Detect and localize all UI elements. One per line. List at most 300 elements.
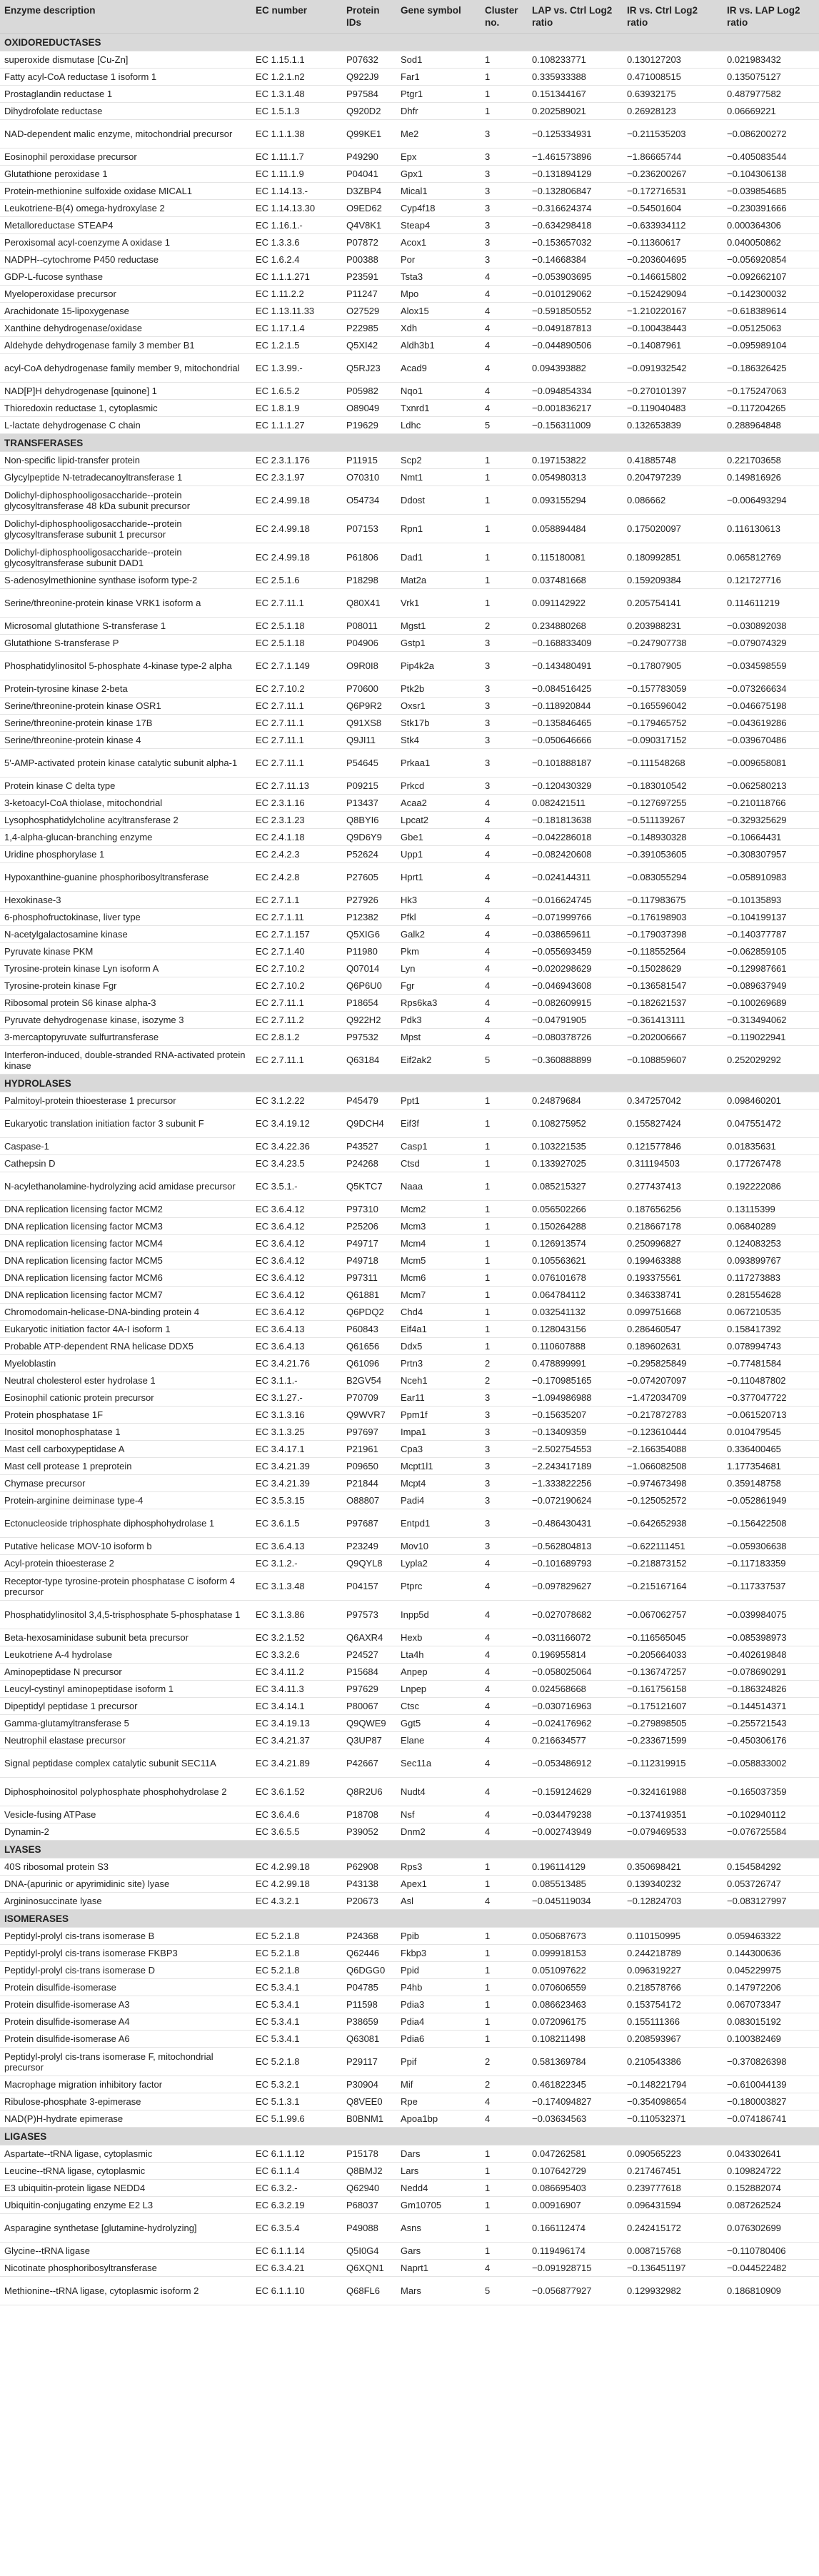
enzyme-description: Eosinophil cationic protein precursor — [0, 1389, 251, 1407]
ir-vs-lap-ratio: 0.13115399 — [723, 1201, 819, 1218]
protein-id: Q07014 — [342, 960, 396, 977]
lap-vs-ctrl-ratio: 0.032541132 — [528, 1304, 623, 1321]
protein-id: P97629 — [342, 1681, 396, 1698]
gene-symbol: Pdia3 — [396, 1996, 481, 2013]
protein-id: P11598 — [342, 1996, 396, 2013]
protein-id: P00388 — [342, 251, 396, 268]
cluster-no: 4 — [481, 1698, 528, 1715]
ir-vs-lap-ratio: 0.067210535 — [723, 1304, 819, 1321]
lap-vs-ctrl-ratio: −0.101689793 — [528, 1555, 623, 1572]
ec-number: EC 3.6.5.5 — [251, 1823, 342, 1841]
gene-symbol: Elane — [396, 1732, 481, 1749]
gene-symbol: Apoa1bp — [396, 2110, 481, 2128]
category-row — [0, 434, 819, 452]
table-row — [0, 2243, 819, 2260]
gene-symbol: Mgst1 — [396, 618, 481, 635]
ec-number: EC 3.6.4.12 — [251, 1269, 342, 1287]
lap-vs-ctrl-ratio: 0.128043156 — [528, 1321, 623, 1338]
protein-id: P18654 — [342, 995, 396, 1012]
category-title: OXIDOREDUCTASES — [0, 34, 819, 51]
lap-vs-ctrl-ratio: 0.072096175 — [528, 2013, 623, 2031]
ir-vs-ctrl-ratio: −1.066082508 — [623, 1458, 723, 1475]
lap-vs-ctrl-ratio: −0.046943608 — [528, 977, 623, 995]
ir-vs-lap-ratio: −0.058910983 — [723, 863, 819, 892]
ir-vs-ctrl-ratio: 0.63932175 — [623, 86, 723, 103]
table-row — [0, 1172, 819, 1201]
enzyme-description: Protein-tyrosine kinase 2-beta — [0, 680, 251, 698]
gene-symbol: Ddx5 — [396, 1338, 481, 1355]
lap-vs-ctrl-ratio: −0.034479238 — [528, 1806, 623, 1823]
enzyme-description: Serine/threonine-protein kinase 17B — [0, 715, 251, 732]
enzyme-description: E3 ubiquitin-protein ligase NEDD4 — [0, 2180, 251, 2197]
protein-id: Q922H2 — [342, 1012, 396, 1029]
lap-vs-ctrl-ratio: −0.15635207 — [528, 1407, 623, 1424]
ir-vs-ctrl-ratio: 0.205754141 — [623, 589, 723, 618]
gene-symbol: Ear11 — [396, 1389, 481, 1407]
protein-id: Q80X41 — [342, 589, 396, 618]
table-row — [0, 400, 819, 417]
enzyme-description: Phosphatidylinositol 5-phosphate 4-kinase type-2 alpha — [0, 652, 251, 680]
ir-vs-lap-ratio: 0.154584292 — [723, 1858, 819, 1876]
enzyme-description: acyl-CoA dehydrogenase family member 9, mitochondrial — [0, 354, 251, 383]
ec-number: EC 2.7.10.2 — [251, 977, 342, 995]
cluster-no: 3 — [481, 635, 528, 652]
ec-number: EC 1.13.11.33 — [251, 303, 342, 320]
ir-vs-lap-ratio: −0.402619848 — [723, 1646, 819, 1664]
table-row — [0, 1155, 819, 1172]
ir-vs-lap-ratio: 0.098460201 — [723, 1092, 819, 1110]
lap-vs-ctrl-ratio: −0.316624374 — [528, 200, 623, 217]
ec-number: EC 1.17.1.4 — [251, 320, 342, 337]
table-row — [0, 795, 819, 812]
cluster-no: 1 — [481, 1235, 528, 1252]
ir-vs-lap-ratio: −0.313494062 — [723, 1012, 819, 1029]
protein-id: Q6PDQ2 — [342, 1304, 396, 1321]
enzyme-description: Non-specific lipid-transfer protein — [0, 452, 251, 469]
ec-number: EC 3.5.3.15 — [251, 1492, 342, 1509]
gene-symbol: Lta4h — [396, 1646, 481, 1664]
ir-vs-ctrl-ratio: −0.236200267 — [623, 166, 723, 183]
enzyme-description: Peptidyl-prolyl cis-trans isomerase B — [0, 1928, 251, 1945]
gene-symbol: Far1 — [396, 69, 481, 86]
ir-vs-ctrl-ratio: 0.090565223 — [623, 2145, 723, 2163]
table-row — [0, 1945, 819, 1962]
ir-vs-lap-ratio: −0.77481584 — [723, 1355, 819, 1372]
table-row — [0, 354, 819, 383]
ir-vs-lap-ratio: 0.087262524 — [723, 2197, 819, 2214]
ir-vs-lap-ratio: 0.053726747 — [723, 1876, 819, 1893]
table-row — [0, 995, 819, 1012]
cluster-no: 5 — [481, 1046, 528, 1075]
table-row — [0, 320, 819, 337]
gene-symbol: Pfkl — [396, 909, 481, 926]
gene-symbol: Xdh — [396, 320, 481, 337]
enzyme-description: Glycylpeptide N-tetradecanoyltransferase 1 — [0, 469, 251, 486]
lap-vs-ctrl-ratio: 0.085215327 — [528, 1172, 623, 1201]
ec-number: EC 3.1.3.86 — [251, 1601, 342, 1629]
gene-symbol: Ppm1f — [396, 1407, 481, 1424]
gene-symbol: Entpd1 — [396, 1509, 481, 1538]
enzyme-description: Peroxisomal acyl-coenzyme A oxidase 1 — [0, 234, 251, 251]
cluster-no: 4 — [481, 1555, 528, 1572]
lap-vs-ctrl-ratio: 0.196955814 — [528, 1646, 623, 1664]
ir-vs-ctrl-ratio: −0.233671599 — [623, 1732, 723, 1749]
enzyme-description: NAD[P]H dehydrogenase [quinone] 1 — [0, 383, 251, 400]
table-row — [0, 572, 819, 589]
gene-symbol: Tsta3 — [396, 268, 481, 286]
gene-symbol: Asl — [396, 1893, 481, 1910]
ir-vs-ctrl-ratio: 0.239777618 — [623, 2180, 723, 2197]
protein-id: P42667 — [342, 1749, 396, 1778]
gene-symbol: Sod1 — [396, 51, 481, 69]
cluster-no: 1 — [481, 1858, 528, 1876]
ec-number: EC 1.2.1.n2 — [251, 69, 342, 86]
table-row — [0, 103, 819, 120]
ec-number: EC 3.4.11.2 — [251, 1664, 342, 1681]
enzyme-description: DNA replication licensing factor MCM7 — [0, 1287, 251, 1304]
lap-vs-ctrl-ratio: 0.056502266 — [528, 1201, 623, 1218]
gene-symbol: Nsf — [396, 1806, 481, 1823]
ir-vs-ctrl-ratio: 0.218578766 — [623, 1979, 723, 1996]
protein-id: Q6AXR4 — [342, 1629, 396, 1646]
enzyme-description: DNA replication licensing factor MCM6 — [0, 1269, 251, 1287]
cluster-no: 1 — [481, 51, 528, 69]
ir-vs-ctrl-ratio: 0.110150995 — [623, 1928, 723, 1945]
enzyme-description: NAD(P)H-hydrate epimerase — [0, 2110, 251, 2128]
protein-id: P07153 — [342, 515, 396, 543]
gene-symbol: Stk17b — [396, 715, 481, 732]
lap-vs-ctrl-ratio: −0.131894129 — [528, 166, 623, 183]
lap-vs-ctrl-ratio: −0.038659611 — [528, 926, 623, 943]
cluster-no: 3 — [481, 1407, 528, 1424]
enzyme-description: 1,4-alpha-glucan-branching enzyme — [0, 829, 251, 846]
ir-vs-lap-ratio: 0.152882074 — [723, 2180, 819, 2197]
ec-number: EC 5.2.1.8 — [251, 1928, 342, 1945]
enzyme-description: Ectonucleoside triphosphate diphosphohydrolase 1 — [0, 1509, 251, 1538]
lap-vs-ctrl-ratio: 0.335933388 — [528, 69, 623, 86]
ir-vs-lap-ratio: −0.073266634 — [723, 680, 819, 698]
ir-vs-ctrl-ratio: −0.354098654 — [623, 2093, 723, 2110]
cluster-no: 1 — [481, 2197, 528, 2214]
enzyme-description: L-lactate dehydrogenase C chain — [0, 417, 251, 434]
lap-vs-ctrl-ratio: −0.153657032 — [528, 234, 623, 251]
ir-vs-ctrl-ratio: 0.175020097 — [623, 515, 723, 543]
cluster-no: 1 — [481, 1996, 528, 2013]
ir-vs-lap-ratio: −0.230391666 — [723, 200, 819, 217]
lap-vs-ctrl-ratio: −0.024144311 — [528, 863, 623, 892]
enzyme-description: Hexokinase-3 — [0, 892, 251, 909]
protein-id: P54645 — [342, 749, 396, 778]
protein-id: Q6DGG0 — [342, 1962, 396, 1979]
table-body — [0, 34, 819, 2305]
table-row — [0, 2031, 819, 2048]
header-cluster-no: Cluster no. — [481, 0, 528, 34]
gene-symbol: Me2 — [396, 120, 481, 149]
ir-vs-lap-ratio: 0.117273883 — [723, 1269, 819, 1287]
table-row — [0, 1138, 819, 1155]
cluster-no: 3 — [481, 1389, 528, 1407]
ir-vs-lap-ratio: 0.047551472 — [723, 1110, 819, 1138]
ir-vs-lap-ratio: −0.144514371 — [723, 1698, 819, 1715]
lap-vs-ctrl-ratio: 0.110607888 — [528, 1338, 623, 1355]
protein-id: P80067 — [342, 1698, 396, 1715]
ir-vs-ctrl-ratio: 0.208593967 — [623, 2031, 723, 2048]
enzyme-description: Cathepsin D — [0, 1155, 251, 1172]
gene-symbol: Ddost — [396, 486, 481, 515]
table-row — [0, 1424, 819, 1441]
cluster-no: 1 — [481, 2214, 528, 2243]
table-row — [0, 1458, 819, 1475]
ir-vs-ctrl-ratio: 0.189602631 — [623, 1338, 723, 1355]
gene-symbol: Rpn1 — [396, 515, 481, 543]
lap-vs-ctrl-ratio: −1.461573896 — [528, 149, 623, 166]
lap-vs-ctrl-ratio: −0.058025064 — [528, 1664, 623, 1681]
ec-number: EC 3.6.4.12 — [251, 1201, 342, 1218]
lap-vs-ctrl-ratio: 0.086623463 — [528, 1996, 623, 2013]
table-row — [0, 2163, 819, 2180]
ir-vs-lap-ratio: −0.104306138 — [723, 166, 819, 183]
protein-id: Q3UP87 — [342, 1732, 396, 1749]
lap-vs-ctrl-ratio: 0.064784112 — [528, 1287, 623, 1304]
table-row — [0, 1601, 819, 1629]
table-row — [0, 1681, 819, 1698]
table-row — [0, 1858, 819, 1876]
ec-number: EC 3.4.21.39 — [251, 1475, 342, 1492]
protein-id: O27529 — [342, 303, 396, 320]
lap-vs-ctrl-ratio: −0.020298629 — [528, 960, 623, 977]
protein-id: P45479 — [342, 1092, 396, 1110]
lap-vs-ctrl-ratio: −1.094986988 — [528, 1389, 623, 1407]
ir-vs-lap-ratio: −0.117204265 — [723, 400, 819, 417]
ec-number: EC 1.1.1.271 — [251, 268, 342, 286]
cluster-no: 3 — [481, 1441, 528, 1458]
lap-vs-ctrl-ratio: 0.108275952 — [528, 1110, 623, 1138]
ir-vs-lap-ratio: −0.079074329 — [723, 635, 819, 652]
table-row — [0, 1092, 819, 1110]
gene-symbol: Gpx1 — [396, 166, 481, 183]
ir-vs-lap-ratio: 0.059463322 — [723, 1928, 819, 1945]
gene-symbol: Gbe1 — [396, 829, 481, 846]
ec-number: EC 6.3.4.21 — [251, 2260, 342, 2277]
ir-vs-lap-ratio: −0.074186741 — [723, 2110, 819, 2128]
ec-number: EC 3.6.4.12 — [251, 1304, 342, 1321]
ec-number: EC 2.7.11.1 — [251, 1046, 342, 1075]
ec-number: EC 2.7.1.11 — [251, 909, 342, 926]
ec-number: EC 3.3.2.6 — [251, 1646, 342, 1664]
ec-number: EC 3.4.11.3 — [251, 1681, 342, 1698]
enzyme-description: Protein disulfide-isomerase A3 — [0, 1996, 251, 2013]
ir-vs-lap-ratio: 0.065812769 — [723, 543, 819, 572]
ir-vs-ctrl-ratio: 0.471008515 — [623, 69, 723, 86]
ir-vs-lap-ratio: 0.06840289 — [723, 1218, 819, 1235]
ec-number: EC 1.14.13.30 — [251, 200, 342, 217]
gene-symbol: Eif3f — [396, 1110, 481, 1138]
cluster-no: 4 — [481, 926, 528, 943]
ec-number: EC 3.1.3.25 — [251, 1424, 342, 1441]
cluster-no: 4 — [481, 400, 528, 417]
category-title: ISOMERASES — [0, 1910, 819, 1928]
ec-number: EC 1.1.1.27 — [251, 417, 342, 434]
ir-vs-lap-ratio: −0.210118766 — [723, 795, 819, 812]
ec-number: EC 5.3.4.1 — [251, 1996, 342, 2013]
header-row — [0, 0, 819, 34]
ir-vs-ctrl-ratio: 0.096319227 — [623, 1962, 723, 1979]
cluster-no: 3 — [481, 1424, 528, 1441]
ec-number: EC 2.3.1.23 — [251, 812, 342, 829]
protein-id: B2GV54 — [342, 1372, 396, 1389]
enzyme-description: Dolichyl-diphosphooligosaccharide--protein glycosyltransferase subunit DAD1 — [0, 543, 251, 572]
ec-number: EC 1.14.13.- — [251, 183, 342, 200]
ir-vs-ctrl-ratio: −0.12824703 — [623, 1893, 723, 1910]
table-row — [0, 234, 819, 251]
ir-vs-lap-ratio: −0.062859105 — [723, 943, 819, 960]
ir-vs-ctrl-ratio: −0.247907738 — [623, 635, 723, 652]
lap-vs-ctrl-ratio: −0.03634563 — [528, 2110, 623, 2128]
ir-vs-ctrl-ratio: −0.295825849 — [623, 1355, 723, 1372]
lap-vs-ctrl-ratio: −0.050646666 — [528, 732, 623, 749]
gene-symbol: Naprt1 — [396, 2260, 481, 2277]
enzyme-description: Pyruvate dehydrogenase kinase, isozyme 3 — [0, 1012, 251, 1029]
ir-vs-ctrl-ratio: −0.111548268 — [623, 749, 723, 778]
ir-vs-ctrl-ratio: −0.136451197 — [623, 2260, 723, 2277]
enzyme-description: NADPH--cytochrome P450 reductase — [0, 251, 251, 268]
enzyme-description: Hypoxanthine-guanine phosphoribosyltransferase — [0, 863, 251, 892]
ec-number: EC 3.1.3.16 — [251, 1407, 342, 1424]
ir-vs-lap-ratio: −0.044522482 — [723, 2260, 819, 2277]
ir-vs-ctrl-ratio: −0.118552564 — [623, 943, 723, 960]
enzyme-description: Caspase-1 — [0, 1138, 251, 1155]
enzyme-description: Protein kinase C delta type — [0, 778, 251, 795]
gene-symbol: Mat2a — [396, 572, 481, 589]
table-row — [0, 286, 819, 303]
cluster-no: 4 — [481, 995, 528, 1012]
lap-vs-ctrl-ratio: 0.082421511 — [528, 795, 623, 812]
table-row — [0, 635, 819, 652]
ir-vs-lap-ratio: 0.177267478 — [723, 1155, 819, 1172]
cluster-no: 1 — [481, 1155, 528, 1172]
table-row — [0, 1893, 819, 1910]
ir-vs-ctrl-ratio: −0.361413111 — [623, 1012, 723, 1029]
enzyme-description: Dihydrofolate reductase — [0, 103, 251, 120]
lap-vs-ctrl-ratio: 0.091142922 — [528, 589, 623, 618]
cluster-no: 3 — [481, 749, 528, 778]
protein-id: O88807 — [342, 1492, 396, 1509]
enzyme-description: Eukaryotic initiation factor 4A-I isoform 1 — [0, 1321, 251, 1338]
gene-symbol: Ldhc — [396, 417, 481, 434]
cluster-no: 4 — [481, 1681, 528, 1698]
ir-vs-ctrl-ratio: 0.277437413 — [623, 1172, 723, 1201]
lap-vs-ctrl-ratio: 0.196114129 — [528, 1858, 623, 1876]
lap-vs-ctrl-ratio: 0.150264288 — [528, 1218, 623, 1235]
lap-vs-ctrl-ratio: −0.049187813 — [528, 320, 623, 337]
protein-id: P24368 — [342, 1928, 396, 1945]
lap-vs-ctrl-ratio: 0.202589021 — [528, 103, 623, 120]
lap-vs-ctrl-ratio: −0.125334931 — [528, 120, 623, 149]
lap-vs-ctrl-ratio: 0.108233771 — [528, 51, 623, 69]
protein-id: P13437 — [342, 795, 396, 812]
gene-symbol: Fkbp3 — [396, 1945, 481, 1962]
table-row — [0, 749, 819, 778]
cluster-no: 4 — [481, 829, 528, 846]
ir-vs-ctrl-ratio: −0.127697255 — [623, 795, 723, 812]
ir-vs-lap-ratio: 0.000364306 — [723, 217, 819, 234]
enzyme-description: DNA-(apurinic or apyrimidinic site) lyase — [0, 1876, 251, 1893]
enzyme-description: Tyrosine-protein kinase Fgr — [0, 977, 251, 995]
ir-vs-ctrl-ratio: 0.155827424 — [623, 1110, 723, 1138]
gene-symbol: Lyn — [396, 960, 481, 977]
enzyme-description: GDP-L-fucose synthase — [0, 268, 251, 286]
ir-vs-ctrl-ratio: 0.121577846 — [623, 1138, 723, 1155]
enzyme-description: Phosphatidylinositol 3,4,5-trisphosphate 5-phosphatase 1 — [0, 1601, 251, 1629]
table-row — [0, 452, 819, 469]
ir-vs-lap-ratio: 0.01835631 — [723, 1138, 819, 1155]
ir-vs-lap-ratio: −0.140377787 — [723, 926, 819, 943]
protein-id: Q920D2 — [342, 103, 396, 120]
table-row — [0, 1338, 819, 1355]
gene-symbol: Rps3 — [396, 1858, 481, 1876]
ir-vs-lap-ratio: 0.043302641 — [723, 2145, 819, 2163]
lap-vs-ctrl-ratio: −0.024176962 — [528, 1715, 623, 1732]
protein-id: P49718 — [342, 1252, 396, 1269]
protein-id: Q61096 — [342, 1355, 396, 1372]
ir-vs-ctrl-ratio: −0.324161988 — [623, 1778, 723, 1806]
ir-vs-ctrl-ratio: −0.116565045 — [623, 1629, 723, 1646]
enzyme-description: Metalloreductase STEAP4 — [0, 217, 251, 234]
table-row — [0, 829, 819, 846]
lap-vs-ctrl-ratio: 0.24879684 — [528, 1092, 623, 1110]
protein-id: Q9QYL8 — [342, 1555, 396, 1572]
table-row — [0, 652, 819, 680]
table-row — [0, 2260, 819, 2277]
ir-vs-ctrl-ratio: 0.099751668 — [623, 1304, 723, 1321]
ec-number: EC 2.7.11.1 — [251, 589, 342, 618]
ec-number: EC 6.3.2.19 — [251, 2197, 342, 2214]
gene-symbol: Ppib — [396, 1928, 481, 1945]
gene-symbol: Mov10 — [396, 1538, 481, 1555]
lap-vs-ctrl-ratio: 0.119496174 — [528, 2243, 623, 2260]
ec-number: EC 3.5.1.- — [251, 1172, 342, 1201]
lap-vs-ctrl-ratio: 0.085513485 — [528, 1876, 623, 1893]
header-enzyme-description: Enzyme description — [0, 0, 251, 34]
cluster-no: 4 — [481, 1572, 528, 1601]
cluster-no: 1 — [481, 1172, 528, 1201]
ir-vs-ctrl-ratio: −0.11360617 — [623, 234, 723, 251]
gene-symbol: Lpcat2 — [396, 812, 481, 829]
cluster-no: 3 — [481, 234, 528, 251]
table-row — [0, 1029, 819, 1046]
gene-symbol: Mcpt4 — [396, 1475, 481, 1492]
table-row — [0, 2048, 819, 2076]
ir-vs-lap-ratio: 0.252029292 — [723, 1046, 819, 1075]
table-row — [0, 2145, 819, 2163]
lap-vs-ctrl-ratio: −0.084516425 — [528, 680, 623, 698]
ir-vs-lap-ratio: −0.058833002 — [723, 1749, 819, 1778]
ir-vs-ctrl-ratio: −0.205664033 — [623, 1646, 723, 1664]
gene-symbol: Chd4 — [396, 1304, 481, 1321]
cluster-no: 1 — [481, 572, 528, 589]
ir-vs-lap-ratio: −0.062580213 — [723, 778, 819, 795]
cluster-no: 4 — [481, 2110, 528, 2128]
ec-number: EC 3.6.1.5 — [251, 1509, 342, 1538]
lap-vs-ctrl-ratio: 0.107642729 — [528, 2163, 623, 2180]
ir-vs-lap-ratio: −0.180003827 — [723, 2093, 819, 2110]
protein-id: P97573 — [342, 1601, 396, 1629]
enzyme-description: Aldehyde dehydrogenase family 3 member B1 — [0, 337, 251, 354]
ec-number: EC 3.6.4.13 — [251, 1321, 342, 1338]
gene-symbol: Mical1 — [396, 183, 481, 200]
ir-vs-lap-ratio: −0.110780406 — [723, 2243, 819, 2260]
cluster-no: 4 — [481, 2260, 528, 2277]
